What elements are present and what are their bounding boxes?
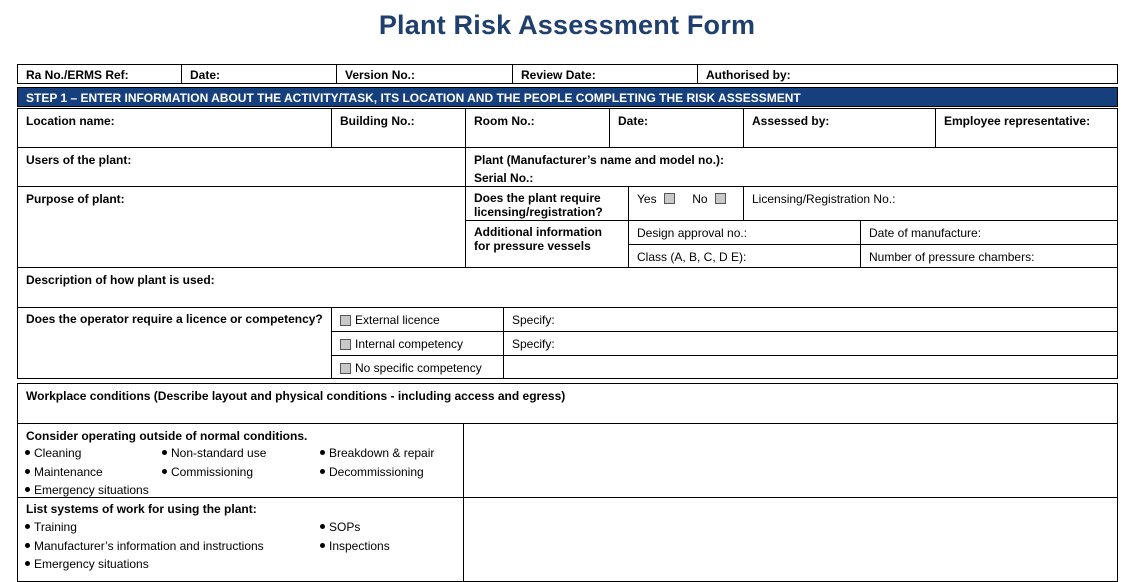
pressure-info-label: Additional information for pressure vessels <box>465 220 629 268</box>
header-date-field[interactable]: Date: <box>181 64 337 84</box>
users-of-plant-field[interactable]: Users of the plant: <box>17 147 466 187</box>
room-no-field[interactable]: Room No.: <box>465 108 610 148</box>
plant-make-label: Plant (Manufacturer’s name and model no.): <box>474 153 725 167</box>
bullet-sops: SOPs <box>320 519 360 535</box>
row1-date-field[interactable]: Date: <box>609 108 744 148</box>
pressure-chambers-field[interactable]: Number of pressure chambers: <box>860 244 1118 268</box>
no-label: No <box>692 192 708 206</box>
yes-label: Yes <box>637 192 657 206</box>
plant-details-field[interactable] <box>465 147 1118 187</box>
bullet-training: Training <box>25 519 77 535</box>
operating-title: Consider operating outside of normal conditions. <box>26 429 308 443</box>
bullet-sys-emergency: Emergency situations <box>25 556 149 572</box>
licensing-question-label: Does the plant require licensing/registration? <box>465 186 629 221</box>
bullet-cleaning: Cleaning <box>25 445 81 461</box>
yes-checkbox[interactable] <box>664 193 675 204</box>
purpose-of-plant-field[interactable]: Purpose of plant: <box>17 186 466 268</box>
serial-no-label: Serial No.: <box>474 171 534 185</box>
internal-specify-field[interactable]: Specify: <box>503 331 1118 356</box>
building-no-field[interactable]: Building No.: <box>331 108 466 148</box>
date-manufacture-field[interactable]: Date of manufacture: <box>860 220 1118 245</box>
bullet-commissioning: Commissioning <box>162 464 253 480</box>
external-licence-option[interactable] <box>331 307 504 332</box>
ra-no-field[interactable]: Ra No./ERMS Ref: <box>17 64 182 84</box>
bullet-breakdown: Breakdown & repair <box>320 445 434 461</box>
bullet-manufacturer-info: Manufacturer’s information and instructions <box>25 538 264 554</box>
bullet-non-standard: Non-standard use <box>162 445 266 461</box>
no-specific-blank[interactable] <box>503 355 1118 379</box>
page-title: Plant Risk Assessment Form <box>378 10 756 40</box>
systems-of-work-input[interactable] <box>463 497 1118 582</box>
external-licence-label: External licence <box>355 313 440 327</box>
no-specific-label: No specific competency <box>355 361 482 375</box>
review-date-field[interactable]: Review Date: <box>512 64 698 84</box>
design-approval-field[interactable]: Design approval no.: <box>628 220 861 245</box>
no-specific-option[interactable] <box>331 355 504 379</box>
step1-banner: STEP 1 – ENTER INFORMATION ABOUT THE ACTIVITY/TASK, ITS LOCATION AND THE PEOPLE COMPLETING THE RISK ASSESSMENT <box>17 87 1118 107</box>
employee-rep-field[interactable]: Employee representative: <box>935 108 1118 148</box>
description-field[interactable]: Description of how plant is used: <box>17 267 1118 308</box>
no-checkbox[interactable] <box>715 193 726 204</box>
no-specific-checkbox[interactable] <box>340 363 351 374</box>
bullet-inspections: Inspections <box>320 538 390 554</box>
location-name-field[interactable]: Location name: <box>17 108 332 148</box>
bullet-maintenance: Maintenance <box>25 464 103 480</box>
internal-competency-option[interactable] <box>331 331 504 356</box>
bullet-decommissioning: Decommissioning <box>320 464 424 480</box>
external-specify-field[interactable]: Specify: <box>503 307 1118 332</box>
class-field[interactable]: Class (A, B, C, D E): <box>628 244 861 268</box>
operating-conditions-input[interactable] <box>463 423 1118 498</box>
licensing-no-field[interactable]: Licensing/Registration No.: <box>743 186 1118 221</box>
version-no-field[interactable]: Version No.: <box>336 64 513 84</box>
operator-licence-question: Does the operator require a licence or competency? <box>17 307 332 379</box>
internal-competency-checkbox[interactable] <box>340 339 351 350</box>
yes-no-cell <box>628 186 744 221</box>
workplace-conditions-field[interactable]: Workplace conditions (Describe layout and physical conditions - including access and egress) <box>17 383 1118 424</box>
systems-title: List systems of work for using the plant: <box>26 502 257 516</box>
authorised-by-field[interactable]: Authorised by: <box>697 64 1118 84</box>
external-licence-checkbox[interactable] <box>340 315 351 326</box>
assessed-by-field[interactable]: Assessed by: <box>743 108 936 148</box>
bullet-emergency: Emergency situations <box>25 482 149 498</box>
internal-competency-label: Internal competency <box>355 337 464 351</box>
